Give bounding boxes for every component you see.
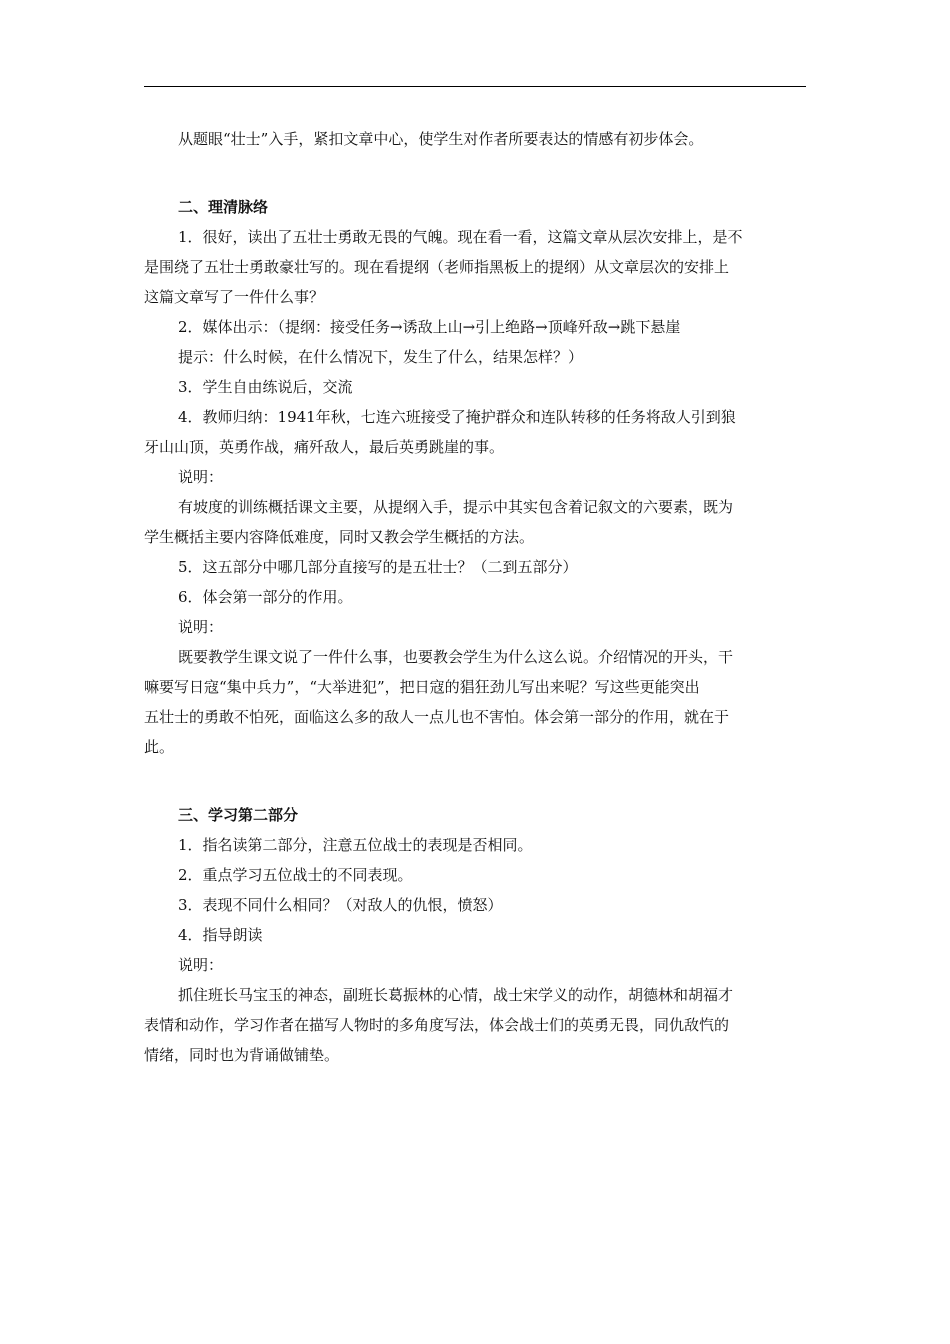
list-item-3-2: 2．重点学习五位战士的不同表现。 bbox=[178, 866, 413, 884]
document-body bbox=[144, 124, 806, 1070]
list-item-2-4: 4．教师归纳：1941年秋，七连六班接受了掩护群众和连队转移的任务将敌人引到狼 牙山山顶，英勇作战，痛歼敌人，最后英勇跳崖的事。 bbox=[144, 408, 736, 456]
section-heading-3: 三、学习第二部分 bbox=[178, 806, 299, 824]
list-item-2-5: 5．这五部分中哪几部分直接写的是五壮士？（二到五部分） bbox=[178, 558, 578, 576]
header-rule bbox=[144, 86, 806, 87]
note-paragraph: 抓住班长马宝玉的神态，副班长葛振林的心情，战士宋学义的动作，胡德林和胡福才 表情和动作，学习作者在描写人物时的多角度写法，体会战士们的英勇无畏，同仇敌忾的 情绪，同时也为背诵做铺垫。 bbox=[144, 986, 734, 1064]
list-item-2-1: 1．很好，读出了五壮士勇敢无畏的气魄。现在看一看，这篇文章从层次安排上，是不 是围绕了五壮士勇敢豪壮写的。现在看提纲（老师指黑板上的提纲）从文章层次的安排上 这篇文章写了一件什么事？ bbox=[144, 228, 743, 306]
note-label: 说明： bbox=[178, 618, 224, 636]
list-item-2-6: 6．体会第一部分的作用。 bbox=[178, 588, 353, 606]
section-heading-2: 二、理清脉络 bbox=[178, 198, 269, 216]
section-gap bbox=[144, 762, 806, 800]
list-item-3-3: 3．表现不同什么相同？（对敌人的仇恨，愤怒） bbox=[178, 896, 503, 914]
list-item-3-4: 4．指导朗读 bbox=[178, 926, 263, 944]
intro-paragraph: 从题眼“壮士”入手，紧扣文章中心，使学生对作者所要表达的情感有初步体会。 bbox=[178, 130, 704, 148]
section-gap bbox=[144, 154, 806, 192]
list-item-2-2: 2．媒体出示：（提纲：接受任务→诱敌上山→引上绝路→顶峰歼敌→跳下悬崖 提示：什么时候，在什么情况下，发生了什么，结果怎样？） bbox=[178, 318, 681, 366]
list-item-2-3: 3．学生自由练说后，交流 bbox=[178, 378, 353, 396]
note-label: 说明： bbox=[178, 956, 224, 974]
list-item-3-1: 1．指名读第二部分，注意五位战士的表现是否相同。 bbox=[178, 836, 533, 854]
note-paragraph: 既要教学生课文说了一件什么事，也要教会学生为什么这么说。介绍情况的开头，干 嘛要写日寇“集中兵力”，“大举进犯”，把日寇的猖狂劲儿写出来呢？写这些更能突出 五壮士的勇敢不怕死，面临这么多的敌人一点儿也不害怕。体会第一部分的作用，就在于 此。 bbox=[144, 648, 734, 756]
document-page bbox=[144, 0, 806, 1344]
note-label: 说明： bbox=[178, 468, 224, 486]
note-paragraph: 有坡度的训练概括课文主要，从提纲入手，提示中其实包含着记叙文的六要素，既为 学生概括主要内容降低难度，同时又教会学生概括的方法。 bbox=[144, 498, 734, 546]
